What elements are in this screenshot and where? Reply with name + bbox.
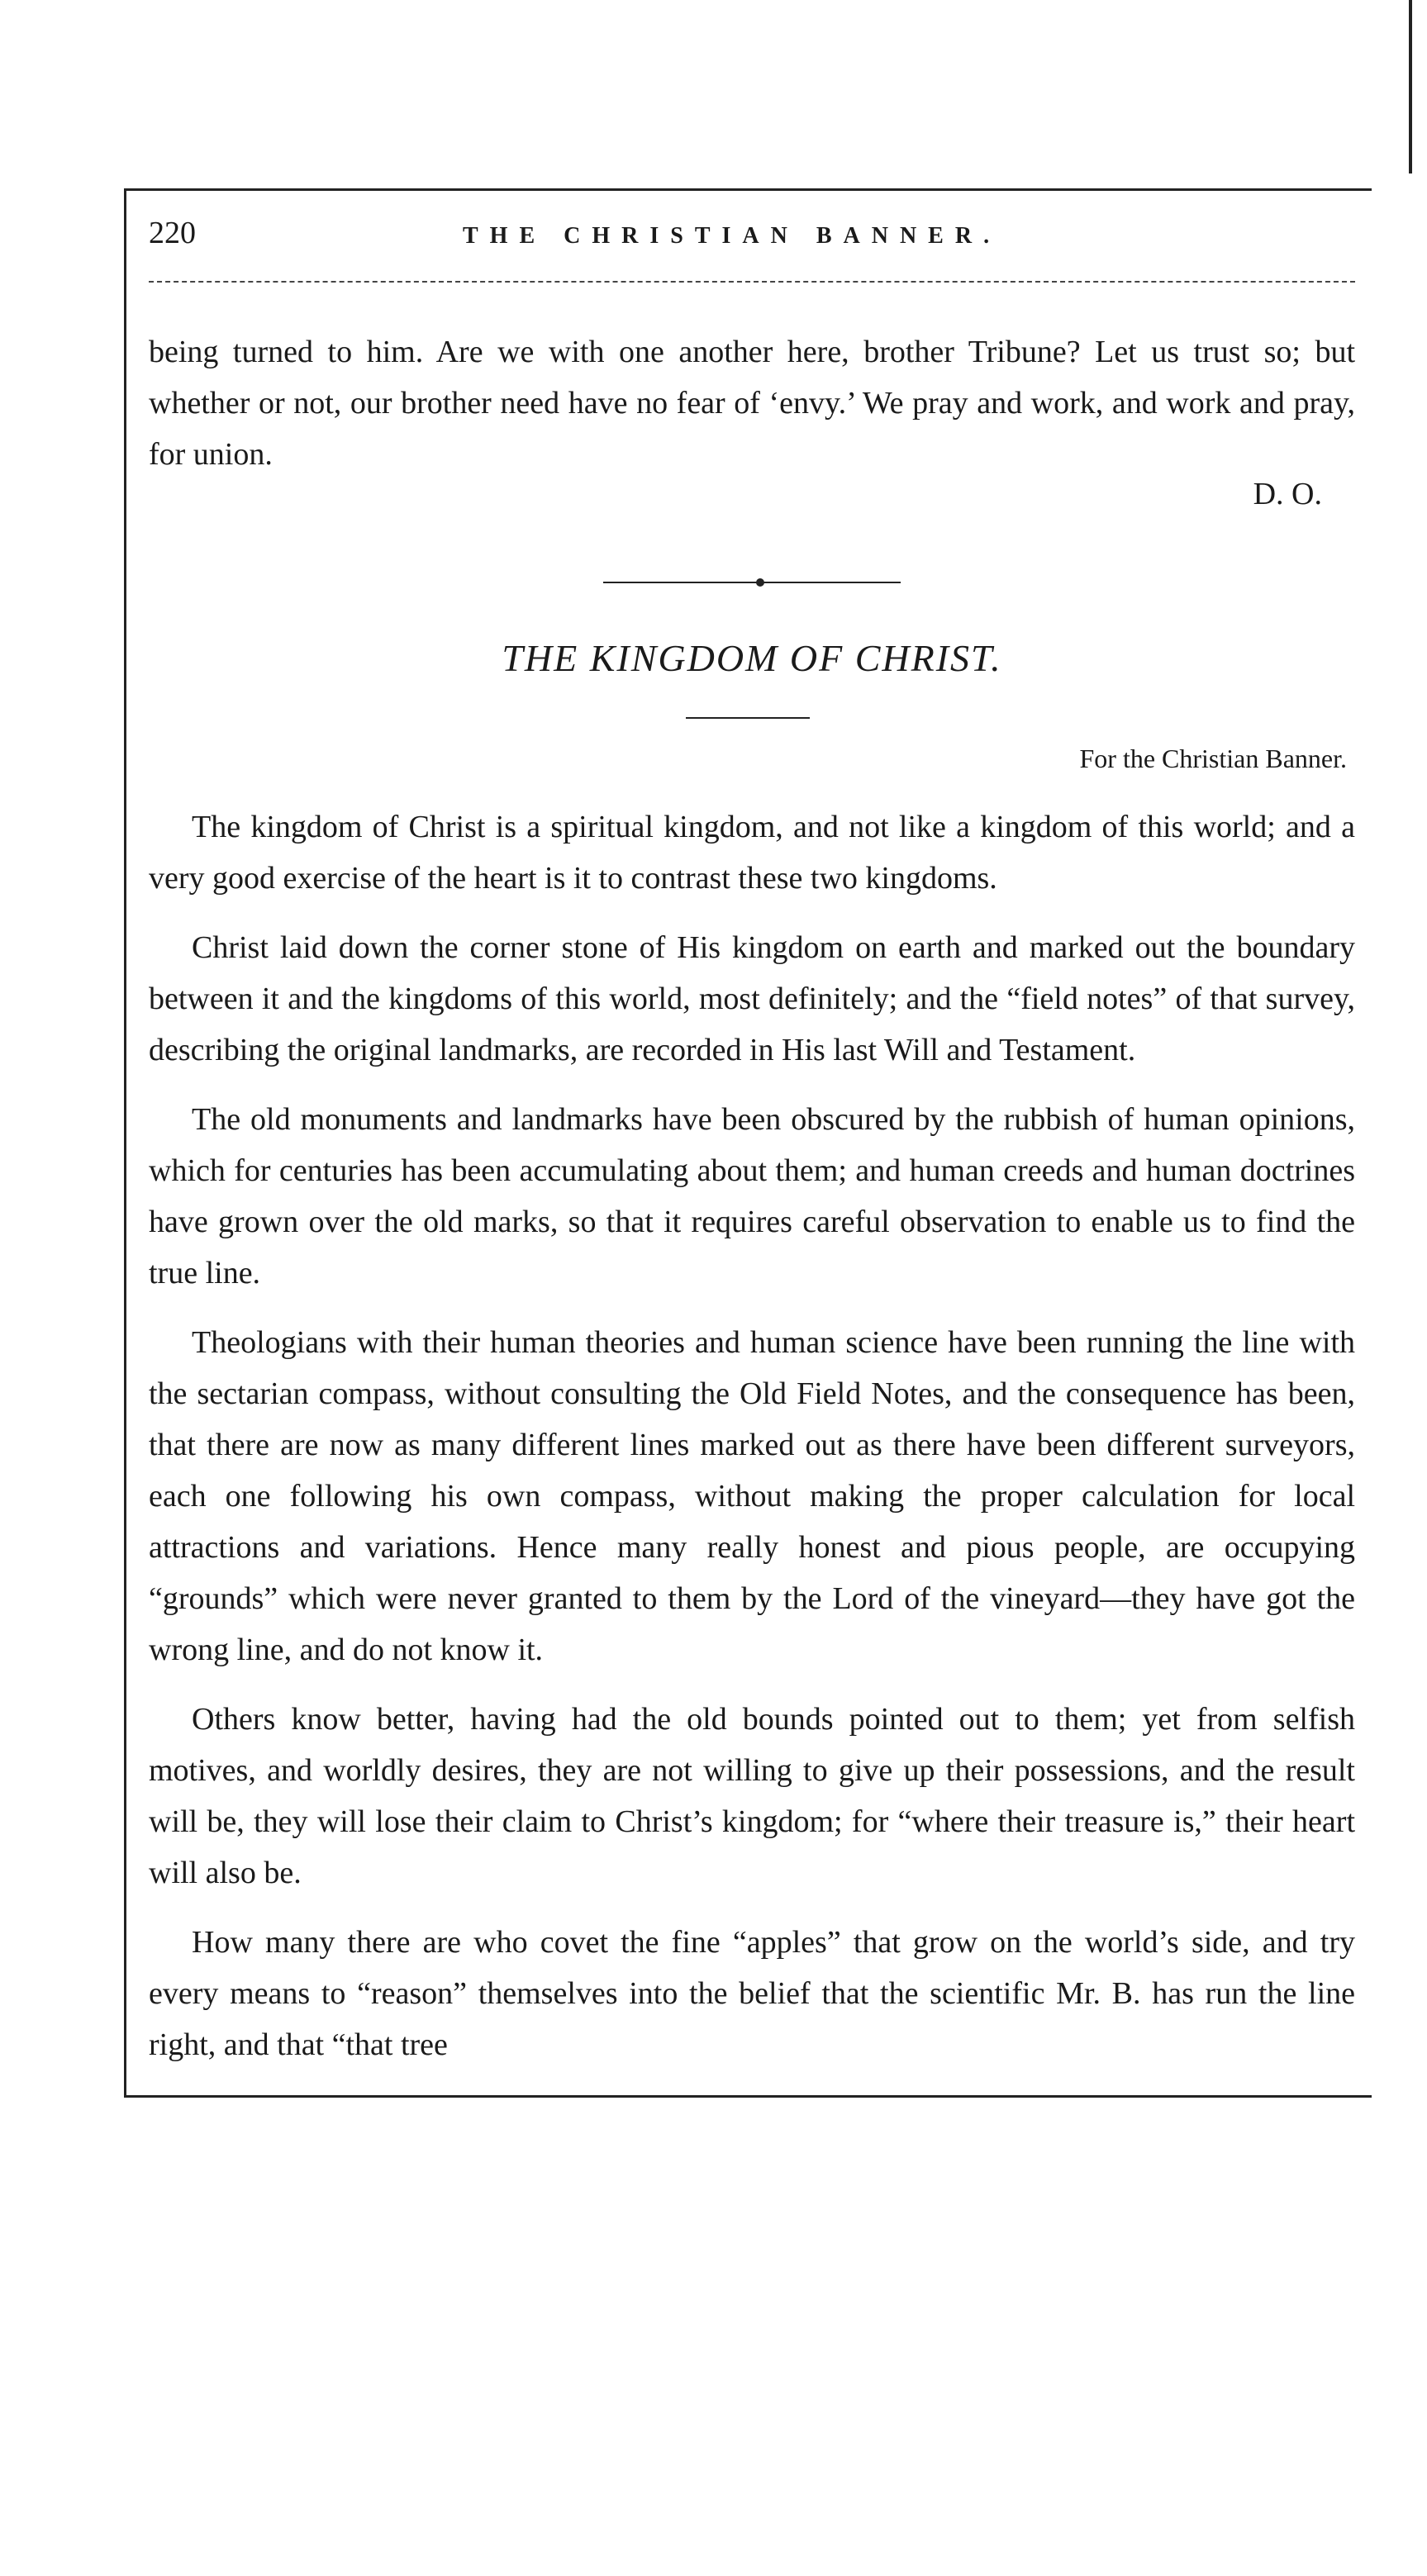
article-title: THE KINGDOM OF CHRIST.	[502, 637, 1002, 679]
title-rule	[686, 717, 810, 719]
article-body	[149, 801, 1355, 2089]
right-margin-rule	[1409, 0, 1412, 173]
article-paragraph: The old monuments and landmarks have been obscured by the rubbish of human opinions, which for centuries has been accumulating about them; and human creeds and human doctrines have grown over the old marks, so that it requires careful observation to enable us to find the true line.	[149, 1102, 1355, 1290]
intro-signature: D. O.	[1253, 477, 1322, 511]
article-byline: For the Christian Banner.	[1079, 744, 1347, 773]
running-title: THE CHRISTIAN BANNER.	[463, 223, 1001, 249]
article-paragraph: Others know better, having had the old bounds pointed out to them; yet from selfish motives, and worldly desires, they are not willing to give up their possessions, and the result will be, they will lose their claim to Christ’s kingdom; for “where their treasure is,” their heart will also be.	[149, 1702, 1355, 1890]
page-content	[149, 198, 1355, 2062]
left-border-rule	[124, 188, 126, 2097]
article-paragraph: The kingdom of Christ is a spiritual kingdom, and not like a kingdom of this world; and a very good exercise of the heart is it to contrast these two kingdoms.	[149, 810, 1355, 896]
article-paragraph: How many there are who covet the fine “apples” that grow on the world’s side, and try every means to “reason” themselves into the belief that the scientific Mr. B. has run the line right, and that “that tree	[149, 1925, 1355, 2062]
ornament-divider	[603, 574, 901, 591]
bottom-border-rule	[124, 2095, 1372, 2098]
top-border-rule	[124, 188, 1372, 191]
header-divider	[149, 281, 1355, 283]
article-paragraph: Theologians with their human theories and human science have been running the line with the sectarian compass, without consulting the Old Field Notes, and the consequence has been, that there are now as many different lines marked out as there have been different surveyors, each one following his own compass, without making the proper calculation for local attractions and variations. Hence many really honest and pious people, are occupying “grounds” which were never granted to them by the Lord of the vineyard—they have got the wrong line, and do not know it.	[149, 1325, 1355, 1667]
page-header	[149, 198, 1355, 264]
intro-paragraph: being turned to him. Are we with one another here, brother Tribune? Let us trust so; but whether or not, our brother need have no fear of ‘envy.’ We pray and work, and work and pray, for union.	[149, 335, 1355, 472]
article-paragraph: Christ laid down the corner stone of His kingdom on earth and marked out the boundary between it and the kingdoms of this world, most definitely; and the “field notes” of that survey, describing the original landmarks, are recorded in His last Will and Testament.	[149, 930, 1355, 1067]
page-number: 220	[149, 216, 196, 250]
